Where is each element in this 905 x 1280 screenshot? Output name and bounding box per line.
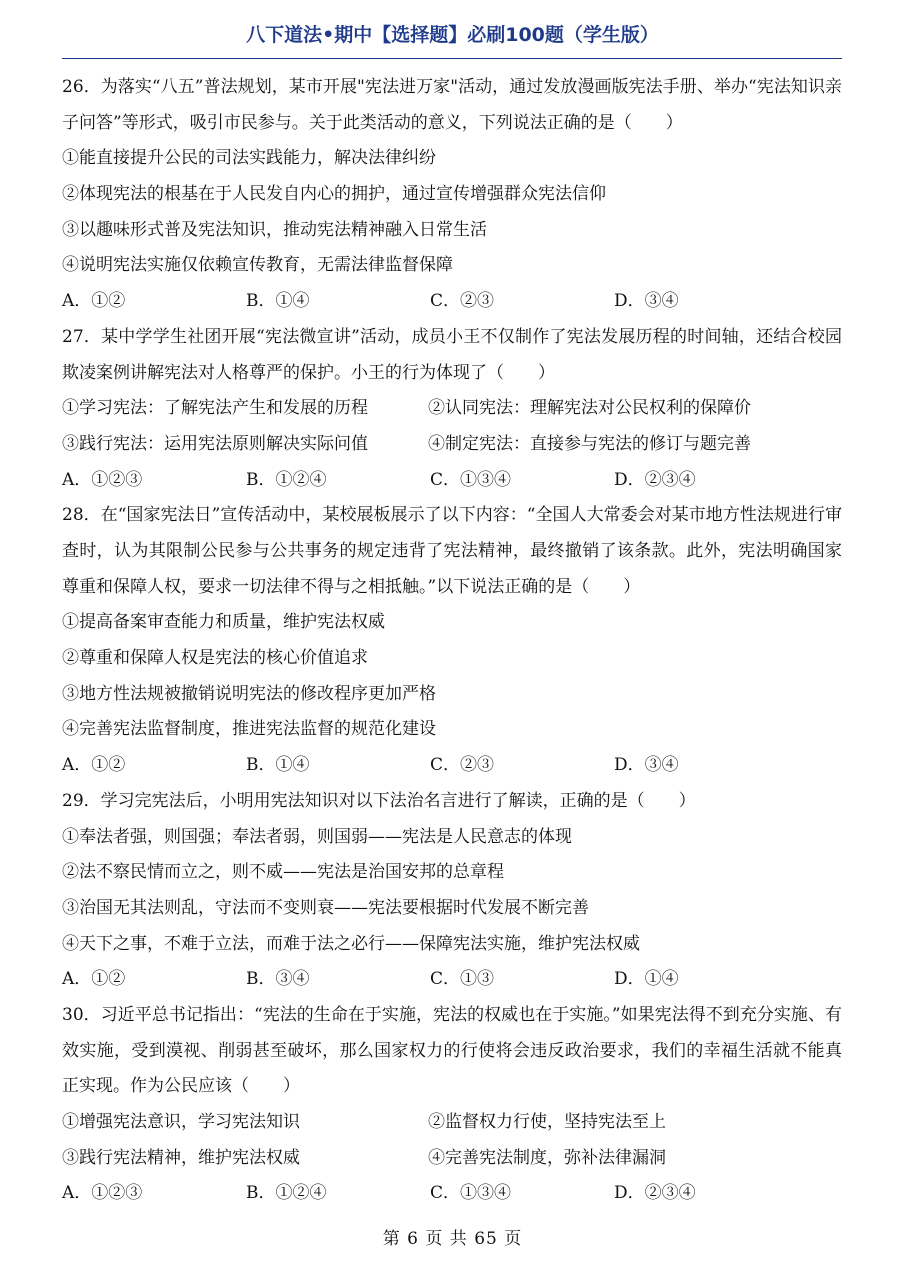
choice-d[interactable]: D．③④ bbox=[614, 291, 679, 312]
choice-c[interactable]: C．①③④ bbox=[430, 1183, 512, 1204]
choice-d[interactable]: D．③④ bbox=[614, 755, 679, 776]
option-statement: ③地方性法规被撤销说明宪法的修改程序更加严格 bbox=[62, 683, 436, 704]
page-header-title: 八下道法•期中【选择题】必刷100题（学生版） bbox=[246, 24, 659, 46]
question-30 bbox=[62, 998, 842, 1212]
option-statement: ①增强宪法意识，学习宪法知识 bbox=[62, 1112, 300, 1133]
question-stem: 27．某中学学生社团开展“宪法微宣讲”活动，成员小王不仅制作了宪法发展历程的时间轴，还结合校园欺凌案例讲解宪法对人格尊严的保护。小王的行为体现了（ ） bbox=[62, 326, 842, 383]
choice-a[interactable]: A．①② bbox=[62, 969, 126, 990]
option-row bbox=[62, 1105, 842, 1141]
option-statement: ①奉法者强，则国强；奉法者弱，则国弱——宪法是人民意志的体现 bbox=[62, 826, 572, 847]
answer-choices bbox=[62, 1176, 842, 1212]
option-statement: ①学习宪法：了解宪法产生和发展的历程 bbox=[62, 398, 368, 419]
option-statement: ②监督权力行使，坚持宪法至上 bbox=[428, 1112, 666, 1133]
option-statement: ④完善宪法制度，弥补法律漏洞 bbox=[428, 1147, 666, 1168]
option-statement: ④天下之事，不难于立法，而难于法之必行——保障宪法实施，维护宪法权威 bbox=[62, 933, 640, 954]
option-statement: ③践行宪法：运用宪法原则解决实际问值 bbox=[62, 433, 368, 454]
option-statement: ②法不察民情而立之，则不威——宪法是治国安邦的总章程 bbox=[62, 862, 504, 883]
option-statement: ④说明宪法实施仅依赖宣传教育，无需法律监督保障 bbox=[62, 255, 453, 276]
option-statement: ④制定宪法：直接参与宪法的修订与题完善 bbox=[428, 433, 751, 454]
option-statement: ①提高备案审查能力和质量，维护宪法权威 bbox=[62, 612, 385, 633]
option-statement: ③践行宪法精神，维护宪法权威 bbox=[62, 1147, 300, 1168]
choice-c[interactable]: C．①③ bbox=[430, 969, 495, 990]
option-statement: ②尊重和保障人权是宪法的核心价值追求 bbox=[62, 648, 368, 669]
option-row bbox=[62, 391, 842, 427]
choice-c[interactable]: C．②③ bbox=[430, 291, 495, 312]
choice-b[interactable]: B．①④ bbox=[246, 291, 310, 312]
choice-b[interactable]: B．①④ bbox=[246, 755, 310, 776]
choice-b[interactable]: B．①②④ bbox=[246, 1183, 327, 1204]
option-statement: ①能直接提升公民的司法实践能力，解决法律纠纷 bbox=[62, 148, 436, 169]
choice-b[interactable]: B．③④ bbox=[246, 969, 310, 990]
choice-a[interactable]: A．①②③ bbox=[62, 469, 143, 490]
question-list bbox=[62, 70, 842, 1212]
choice-d[interactable]: D．②③④ bbox=[614, 469, 696, 490]
header-divider bbox=[62, 58, 842, 59]
question-29 bbox=[62, 784, 842, 998]
choice-a[interactable]: A．①② bbox=[62, 291, 126, 312]
question-26 bbox=[62, 70, 842, 320]
option-statement: ③以趣味形式普及宪法知识，推动宪法精神融入日常生活 bbox=[62, 219, 487, 240]
option-statement: ②体现宪法的根基在于人民发自内心的拥护，通过宣传增强群众宪法信仰 bbox=[62, 184, 606, 205]
answer-choices bbox=[62, 284, 842, 320]
answer-choices bbox=[62, 748, 842, 784]
answer-choices bbox=[62, 463, 842, 499]
answer-choices bbox=[62, 962, 842, 998]
page-number: 第 6 页 共 65 页 bbox=[382, 1229, 523, 1249]
question-27 bbox=[62, 320, 842, 498]
choice-b[interactable]: B．①②④ bbox=[246, 469, 327, 490]
choice-c[interactable]: C．②③ bbox=[430, 755, 495, 776]
option-statement: ③治国无其法则乱，守法而不变则衰——宪法要根据时代发展不断完善 bbox=[62, 897, 589, 918]
option-statement: ②认同宪法：理解宪法对公民权利的保障价 bbox=[428, 398, 751, 419]
choice-d[interactable]: D．①④ bbox=[614, 969, 679, 990]
choice-a[interactable]: A．①②③ bbox=[62, 1183, 143, 1204]
question-stem: 26．为落实“八五”普法规划，某市开展"宪法进万家"活动，通过发放漫画版宪法手册、举办“宪法知识亲子问答”等形式，吸引市民参与。关于此类活动的意义，下列说法正确的是（ ） bbox=[62, 77, 842, 133]
question-stem: 28．在“国家宪法日”宣传活动中，某校展板展示了以下内容：“全国人大常委会对某市地方性法规进行审查时，认为其限制公民参与公共事务的规定违背了宪法精神，最终撤销了该条款。此外，宪法明确国家尊重和保障人权，要求一切法律不得与之相抵触。”以下说法正确的是（ ） bbox=[62, 505, 842, 597]
question-stem: 30．习近平总书记指出：“宪法的生命在于实施，宪法的权威也在于实施。”如果宪法得不到充分实施、有效实施，受到漠视、削弱甚至破坏，那么国家权力的行使将会违反政治要求，我们的幸福生活就不能真正实现。作为公民应该（ ） bbox=[62, 1005, 842, 1097]
choice-d[interactable]: D．②③④ bbox=[614, 1183, 696, 1204]
option-row bbox=[62, 1141, 842, 1177]
option-statement: ④完善宪法监督制度，推进宪法监督的规范化建设 bbox=[62, 719, 436, 740]
choice-c[interactable]: C．①③④ bbox=[430, 469, 512, 490]
question-28 bbox=[62, 498, 842, 784]
question-stem: 29．学习完宪法后，小明用宪法知识对以下法治名言进行了解读，正确的是（ ） bbox=[62, 790, 696, 811]
choice-a[interactable]: A．①② bbox=[62, 755, 126, 776]
option-row bbox=[62, 427, 842, 463]
